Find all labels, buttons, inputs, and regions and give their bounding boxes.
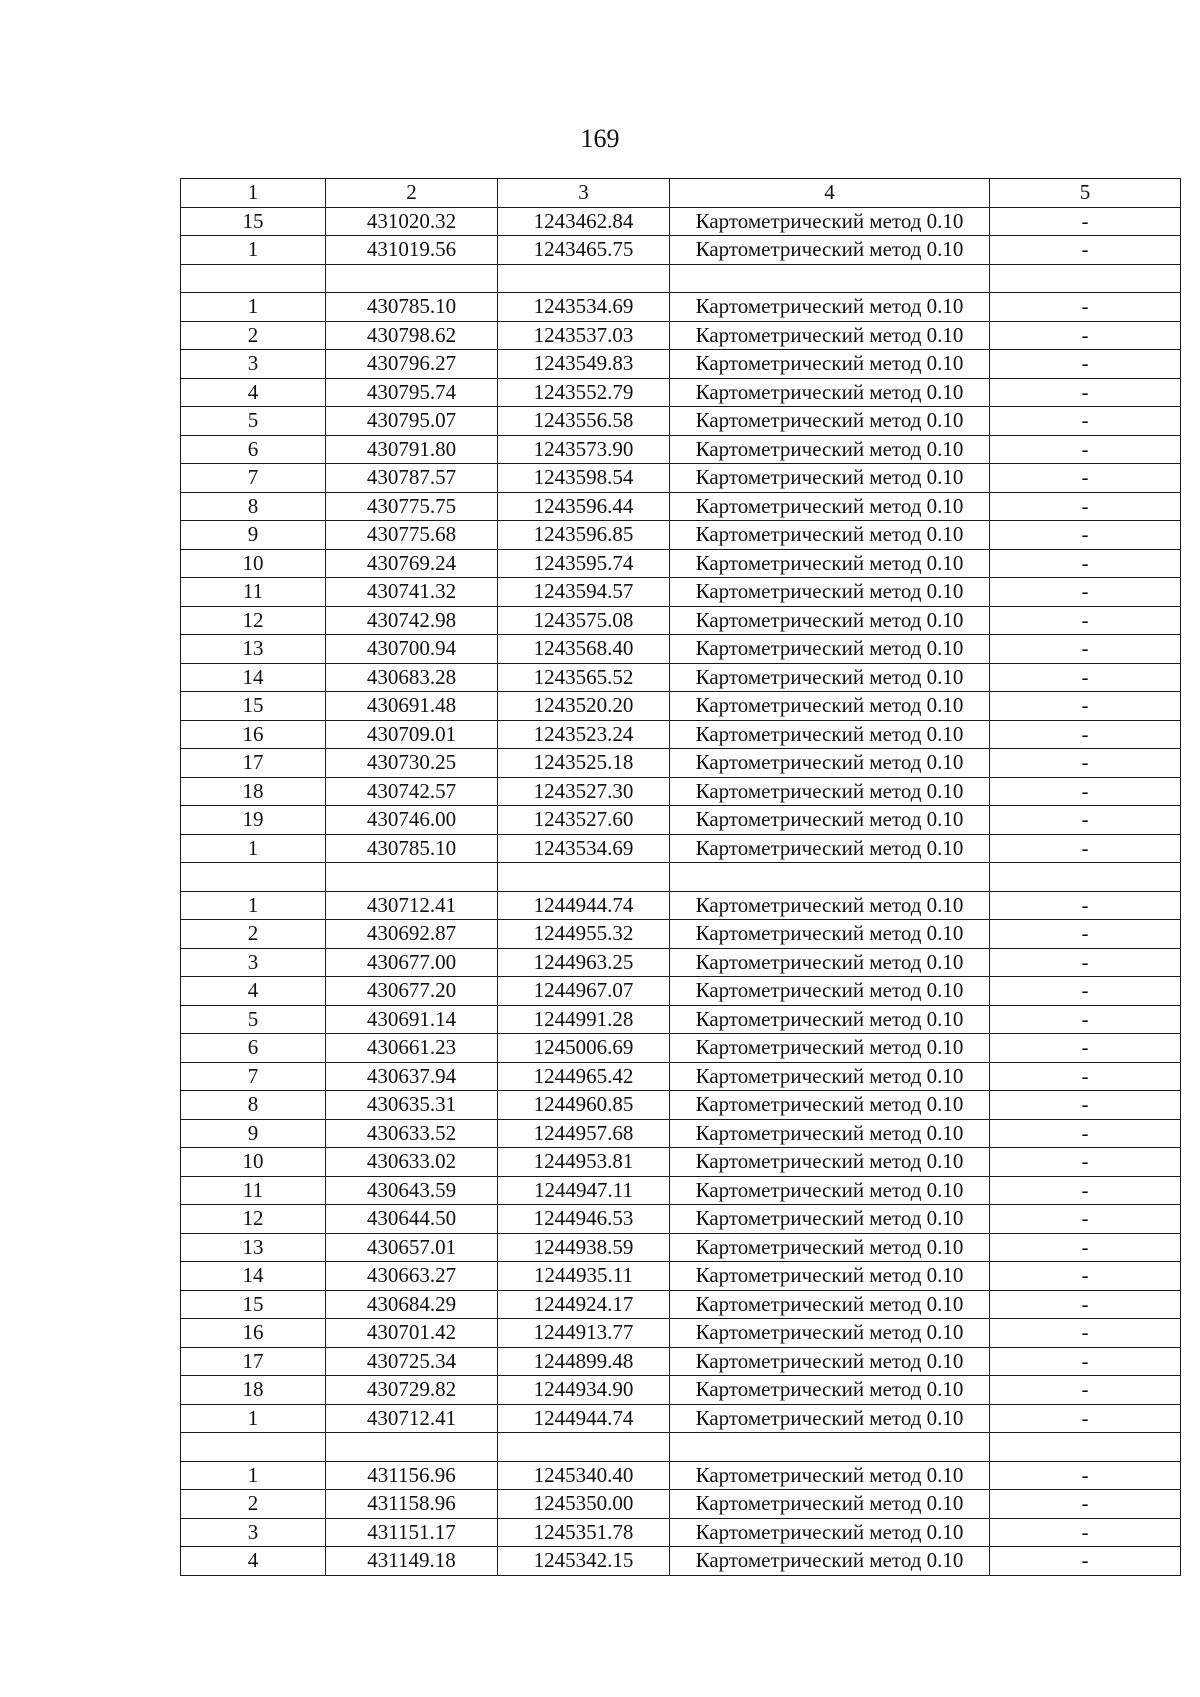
- note-cell: [990, 863, 1181, 892]
- method-cell: [670, 863, 990, 892]
- y-coordinate-cell: 1245350.00: [498, 1490, 670, 1519]
- point-number-cell: 6: [181, 435, 326, 464]
- point-number-cell: 7: [181, 464, 326, 493]
- table-row: [181, 492, 1181, 521]
- note-cell: -: [990, 521, 1181, 550]
- table-row: [181, 1062, 1181, 1091]
- note-cell: -: [990, 1518, 1181, 1547]
- page-number: 169: [580, 124, 620, 153]
- y-coordinate-cell: 1244924.17: [498, 1290, 670, 1319]
- x-coordinate-cell: 430683.28: [326, 663, 498, 692]
- note-cell: -: [990, 1461, 1181, 1490]
- note-cell: -: [990, 606, 1181, 635]
- point-number-cell: 15: [181, 207, 326, 236]
- note-cell: -: [990, 293, 1181, 322]
- method-cell: Картометрический метод 0.10: [670, 1376, 990, 1405]
- note-cell: -: [990, 1176, 1181, 1205]
- method-cell: [670, 264, 990, 293]
- table-row: [181, 578, 1181, 607]
- y-coordinate-cell: 1243552.79: [498, 378, 670, 407]
- point-number-cell: 3: [181, 948, 326, 977]
- header-cell: 2: [326, 179, 498, 208]
- x-coordinate-cell: 430730.25: [326, 749, 498, 778]
- note-cell: -: [990, 692, 1181, 721]
- method-cell: Картометрический метод 0.10: [670, 435, 990, 464]
- method-cell: Картометрический метод 0.10: [670, 1547, 990, 1576]
- point-number-cell: 1: [181, 1461, 326, 1490]
- method-cell: Картометрический метод 0.10: [670, 1205, 990, 1234]
- note-cell: -: [990, 492, 1181, 521]
- y-coordinate-cell: 1243556.58: [498, 407, 670, 436]
- point-number-cell: 10: [181, 1148, 326, 1177]
- point-number-cell: 14: [181, 1262, 326, 1291]
- note-cell: -: [990, 1062, 1181, 1091]
- point-number-cell: 2: [181, 920, 326, 949]
- note-cell: -: [990, 777, 1181, 806]
- table-row: [181, 1034, 1181, 1063]
- table-row: [181, 1319, 1181, 1348]
- point-number-cell: 1: [181, 834, 326, 863]
- table-row: [181, 350, 1181, 379]
- x-coordinate-cell: 430684.29: [326, 1290, 498, 1319]
- x-coordinate-cell: 430677.20: [326, 977, 498, 1006]
- table-row: [181, 606, 1181, 635]
- point-number-cell: 11: [181, 1176, 326, 1205]
- x-coordinate-cell: 431158.96: [326, 1490, 498, 1519]
- note-cell: -: [990, 435, 1181, 464]
- y-coordinate-cell: 1244960.85: [498, 1091, 670, 1120]
- point-number-cell: 6: [181, 1034, 326, 1063]
- note-cell: -: [990, 1119, 1181, 1148]
- note-cell: -: [990, 378, 1181, 407]
- x-coordinate-cell: 431149.18: [326, 1547, 498, 1576]
- x-coordinate-cell: [326, 1433, 498, 1462]
- y-coordinate-cell: 1244934.90: [498, 1376, 670, 1405]
- y-coordinate-cell: 1243549.83: [498, 350, 670, 379]
- table-row: [181, 435, 1181, 464]
- x-coordinate-cell: 430635.31: [326, 1091, 498, 1120]
- point-number-cell: 13: [181, 635, 326, 664]
- x-coordinate-cell: 430692.87: [326, 920, 498, 949]
- point-number-cell: 14: [181, 663, 326, 692]
- note-cell: -: [990, 1547, 1181, 1576]
- method-cell: Картометрический метод 0.10: [670, 977, 990, 1006]
- table-row: [181, 920, 1181, 949]
- x-coordinate-cell: [326, 264, 498, 293]
- table-row: [181, 1176, 1181, 1205]
- method-cell: Картометрический метод 0.10: [670, 663, 990, 692]
- x-coordinate-cell: 431020.32: [326, 207, 498, 236]
- y-coordinate-cell: 1245342.15: [498, 1547, 670, 1576]
- note-cell: -: [990, 207, 1181, 236]
- method-cell: Картометрический метод 0.10: [670, 549, 990, 578]
- method-cell: Картометрический метод 0.10: [670, 1347, 990, 1376]
- y-coordinate-cell: 1243465.75: [498, 236, 670, 265]
- x-coordinate-cell: 430644.50: [326, 1205, 498, 1234]
- header-cell: 1: [181, 179, 326, 208]
- point-number-cell: [181, 264, 326, 293]
- x-coordinate-cell: 430643.59: [326, 1176, 498, 1205]
- x-coordinate-cell: 430775.68: [326, 521, 498, 550]
- table-row: [181, 1461, 1181, 1490]
- method-cell: Картометрический метод 0.10: [670, 1461, 990, 1490]
- table-row: [181, 1233, 1181, 1262]
- note-cell: -: [990, 1005, 1181, 1034]
- x-coordinate-cell: 430712.41: [326, 891, 498, 920]
- x-coordinate-cell: 430787.57: [326, 464, 498, 493]
- x-coordinate-cell: 430691.48: [326, 692, 498, 721]
- y-coordinate-cell: 1244953.81: [498, 1148, 670, 1177]
- note-cell: -: [990, 321, 1181, 350]
- method-cell: Картометрический метод 0.10: [670, 692, 990, 721]
- note-cell: -: [990, 1347, 1181, 1376]
- table-row: [181, 635, 1181, 664]
- note-cell: -: [990, 749, 1181, 778]
- method-cell: Картометрический метод 0.10: [670, 1148, 990, 1177]
- note-cell: -: [990, 1376, 1181, 1405]
- y-coordinate-cell: 1245006.69: [498, 1034, 670, 1063]
- x-coordinate-cell: 430633.02: [326, 1148, 498, 1177]
- y-coordinate-cell: 1243527.60: [498, 806, 670, 835]
- table-row: [181, 1347, 1181, 1376]
- x-coordinate-cell: 430729.82: [326, 1376, 498, 1405]
- y-coordinate-cell: 1244957.68: [498, 1119, 670, 1148]
- table-row: [181, 720, 1181, 749]
- x-coordinate-cell: 430637.94: [326, 1062, 498, 1091]
- note-cell: -: [990, 663, 1181, 692]
- point-number-cell: 7: [181, 1062, 326, 1091]
- x-coordinate-cell: 430741.32: [326, 578, 498, 607]
- point-number-cell: 15: [181, 1290, 326, 1319]
- x-coordinate-cell: 430691.14: [326, 1005, 498, 1034]
- table-row: [181, 321, 1181, 350]
- point-number-cell: 2: [181, 1490, 326, 1519]
- note-cell: [990, 1433, 1181, 1462]
- y-coordinate-cell: 1243537.03: [498, 321, 670, 350]
- y-coordinate-cell: 1244947.11: [498, 1176, 670, 1205]
- y-coordinate-cell: 1245340.40: [498, 1461, 670, 1490]
- table-row: [181, 1119, 1181, 1148]
- note-cell: -: [990, 236, 1181, 265]
- method-cell: Картометрический метод 0.10: [670, 1518, 990, 1547]
- y-coordinate-cell: 1244991.28: [498, 1005, 670, 1034]
- table-row: [181, 236, 1181, 265]
- table-row: [181, 834, 1181, 863]
- x-coordinate-cell: 430775.75: [326, 492, 498, 521]
- method-cell: Картометрический метод 0.10: [670, 606, 990, 635]
- point-number-cell: [181, 863, 326, 892]
- table-row: [181, 977, 1181, 1006]
- table-row: [181, 891, 1181, 920]
- note-cell: -: [990, 1148, 1181, 1177]
- separator-row: [181, 1433, 1181, 1462]
- x-coordinate-cell: 430798.62: [326, 321, 498, 350]
- method-cell: Картометрический метод 0.10: [670, 464, 990, 493]
- y-coordinate-cell: 1244938.59: [498, 1233, 670, 1262]
- point-number-cell: 17: [181, 749, 326, 778]
- separator-row: [181, 863, 1181, 892]
- method-cell: Картометрический метод 0.10: [670, 1034, 990, 1063]
- x-coordinate-cell: 430795.74: [326, 378, 498, 407]
- point-number-cell: 5: [181, 1005, 326, 1034]
- note-cell: -: [990, 977, 1181, 1006]
- method-cell: Картометрический метод 0.10: [670, 492, 990, 521]
- y-coordinate-cell: 1244967.07: [498, 977, 670, 1006]
- y-coordinate-cell: [498, 1433, 670, 1462]
- note-cell: -: [990, 350, 1181, 379]
- point-number-cell: 19: [181, 806, 326, 835]
- method-cell: Картометрический метод 0.10: [670, 749, 990, 778]
- table-row: [181, 1262, 1181, 1291]
- note-cell: -: [990, 578, 1181, 607]
- point-number-cell: 1: [181, 293, 326, 322]
- point-number-cell: 3: [181, 1518, 326, 1547]
- y-coordinate-cell: 1244955.32: [498, 920, 670, 949]
- separator-row: [181, 264, 1181, 293]
- header-cell: 4: [670, 179, 990, 208]
- x-coordinate-cell: 430785.10: [326, 293, 498, 322]
- table-row: [181, 663, 1181, 692]
- x-coordinate-cell: 430701.42: [326, 1319, 498, 1348]
- y-coordinate-cell: 1243523.24: [498, 720, 670, 749]
- point-number-cell: 8: [181, 1091, 326, 1120]
- method-cell: Картометрический метод 0.10: [670, 806, 990, 835]
- y-coordinate-cell: 1243534.69: [498, 834, 670, 863]
- table-row: [181, 1205, 1181, 1234]
- point-number-cell: 4: [181, 1547, 326, 1576]
- point-number-cell: 1: [181, 1404, 326, 1433]
- table-row: [181, 464, 1181, 493]
- x-coordinate-cell: 430791.80: [326, 435, 498, 464]
- y-coordinate-cell: 1243527.30: [498, 777, 670, 806]
- x-coordinate-cell: 430742.98: [326, 606, 498, 635]
- method-cell: Картометрический метод 0.10: [670, 834, 990, 863]
- x-coordinate-cell: [326, 863, 498, 892]
- note-cell: -: [990, 891, 1181, 920]
- note-cell: -: [990, 806, 1181, 835]
- y-coordinate-cell: [498, 264, 670, 293]
- point-number-cell: 15: [181, 692, 326, 721]
- note-cell: -: [990, 1262, 1181, 1291]
- x-coordinate-cell: 430677.00: [326, 948, 498, 977]
- x-coordinate-cell: 430746.00: [326, 806, 498, 835]
- note-cell: -: [990, 834, 1181, 863]
- y-coordinate-cell: 1243594.57: [498, 578, 670, 607]
- method-cell: Картометрический метод 0.10: [670, 207, 990, 236]
- note-cell: -: [990, 464, 1181, 493]
- note-cell: -: [990, 720, 1181, 749]
- point-number-cell: 16: [181, 720, 326, 749]
- x-coordinate-cell: 430795.07: [326, 407, 498, 436]
- x-coordinate-cell: 430796.27: [326, 350, 498, 379]
- point-number-cell: 11: [181, 578, 326, 607]
- table-row: [181, 1091, 1181, 1120]
- method-cell: Картометрический метод 0.10: [670, 1233, 990, 1262]
- method-cell: Картометрический метод 0.10: [670, 1404, 990, 1433]
- method-cell: Картометрический метод 0.10: [670, 350, 990, 379]
- x-coordinate-cell: 430700.94: [326, 635, 498, 664]
- note-cell: [990, 264, 1181, 293]
- y-coordinate-cell: 1243575.08: [498, 606, 670, 635]
- note-cell: -: [990, 407, 1181, 436]
- table-row: [181, 1290, 1181, 1319]
- method-cell: Картометрический метод 0.10: [670, 948, 990, 977]
- table-row: [181, 378, 1181, 407]
- point-number-cell: 3: [181, 350, 326, 379]
- point-number-cell: 4: [181, 378, 326, 407]
- note-cell: -: [990, 1490, 1181, 1519]
- y-coordinate-cell: 1243573.90: [498, 435, 670, 464]
- y-coordinate-cell: 1243596.85: [498, 521, 670, 550]
- y-coordinate-cell: 1244913.77: [498, 1319, 670, 1348]
- table-row: [181, 1376, 1181, 1405]
- method-cell: Картометрический метод 0.10: [670, 578, 990, 607]
- point-number-cell: 18: [181, 777, 326, 806]
- table-row: [181, 749, 1181, 778]
- table-row: [181, 1547, 1181, 1576]
- point-number-cell: 8: [181, 492, 326, 521]
- header-row: [181, 179, 1181, 208]
- method-cell: Картометрический метод 0.10: [670, 635, 990, 664]
- method-cell: Картометрический метод 0.10: [670, 1319, 990, 1348]
- x-coordinate-cell: 430785.10: [326, 834, 498, 863]
- y-coordinate-cell: 1243525.18: [498, 749, 670, 778]
- point-number-cell: 18: [181, 1376, 326, 1405]
- x-coordinate-cell: 431019.56: [326, 236, 498, 265]
- coordinates-table: [180, 178, 1181, 1576]
- y-coordinate-cell: 1245351.78: [498, 1518, 670, 1547]
- note-cell: -: [990, 1290, 1181, 1319]
- point-number-cell: 9: [181, 1119, 326, 1148]
- method-cell: Картометрический метод 0.10: [670, 1062, 990, 1091]
- note-cell: -: [990, 549, 1181, 578]
- point-number-cell: 16: [181, 1319, 326, 1348]
- table-row: [181, 1148, 1181, 1177]
- table-row: [181, 777, 1181, 806]
- table-row: [181, 293, 1181, 322]
- x-coordinate-cell: 430712.41: [326, 1404, 498, 1433]
- note-cell: -: [990, 635, 1181, 664]
- method-cell: Картометрический метод 0.10: [670, 1262, 990, 1291]
- method-cell: Картометрический метод 0.10: [670, 236, 990, 265]
- table-row: [181, 549, 1181, 578]
- header-cell: 5: [990, 179, 1181, 208]
- note-cell: -: [990, 1034, 1181, 1063]
- y-coordinate-cell: 1243534.69: [498, 293, 670, 322]
- point-number-cell: 12: [181, 1205, 326, 1234]
- point-number-cell: 5: [181, 407, 326, 436]
- table-row: [181, 948, 1181, 977]
- x-coordinate-cell: 430769.24: [326, 549, 498, 578]
- method-cell: Картометрический метод 0.10: [670, 1005, 990, 1034]
- point-number-cell: 10: [181, 549, 326, 578]
- method-cell: Картометрический метод 0.10: [670, 521, 990, 550]
- point-number-cell: 13: [181, 1233, 326, 1262]
- method-cell: Картометрический метод 0.10: [670, 1119, 990, 1148]
- point-number-cell: 9: [181, 521, 326, 550]
- table-row: [181, 692, 1181, 721]
- x-coordinate-cell: 430657.01: [326, 1233, 498, 1262]
- point-number-cell: 4: [181, 977, 326, 1006]
- note-cell: -: [990, 1404, 1181, 1433]
- table-row: [181, 1490, 1181, 1519]
- method-cell: Картометрический метод 0.10: [670, 321, 990, 350]
- table-row: [181, 806, 1181, 835]
- x-coordinate-cell: 430725.34: [326, 1347, 498, 1376]
- note-cell: -: [990, 1205, 1181, 1234]
- point-number-cell: [181, 1433, 326, 1462]
- y-coordinate-cell: 1244965.42: [498, 1062, 670, 1091]
- y-coordinate-cell: 1243598.54: [498, 464, 670, 493]
- method-cell: Картометрический метод 0.10: [670, 720, 990, 749]
- point-number-cell: 1: [181, 891, 326, 920]
- table-row: [181, 207, 1181, 236]
- y-coordinate-cell: 1244935.11: [498, 1262, 670, 1291]
- method-cell: Картометрический метод 0.10: [670, 378, 990, 407]
- table-row: [181, 407, 1181, 436]
- y-coordinate-cell: 1244946.53: [498, 1205, 670, 1234]
- y-coordinate-cell: 1244899.48: [498, 1347, 670, 1376]
- x-coordinate-cell: 430742.57: [326, 777, 498, 806]
- y-coordinate-cell: 1243565.52: [498, 663, 670, 692]
- y-coordinate-cell: 1243596.44: [498, 492, 670, 521]
- note-cell: -: [990, 1319, 1181, 1348]
- y-coordinate-cell: [498, 863, 670, 892]
- method-cell: Картометрический метод 0.10: [670, 891, 990, 920]
- method-cell: Картометрический метод 0.10: [670, 920, 990, 949]
- method-cell: Картометрический метод 0.10: [670, 407, 990, 436]
- method-cell: Картометрический метод 0.10: [670, 1490, 990, 1519]
- method-cell: [670, 1433, 990, 1462]
- method-cell: Картометрический метод 0.10: [670, 777, 990, 806]
- method-cell: Картометрический метод 0.10: [670, 1290, 990, 1319]
- note-cell: -: [990, 1091, 1181, 1120]
- x-coordinate-cell: 430633.52: [326, 1119, 498, 1148]
- y-coordinate-cell: 1243462.84: [498, 207, 670, 236]
- y-coordinate-cell: 1244963.25: [498, 948, 670, 977]
- point-number-cell: 17: [181, 1347, 326, 1376]
- point-number-cell: 1: [181, 236, 326, 265]
- point-number-cell: 2: [181, 321, 326, 350]
- y-coordinate-cell: 1243568.40: [498, 635, 670, 664]
- y-coordinate-cell: 1244944.74: [498, 891, 670, 920]
- note-cell: -: [990, 920, 1181, 949]
- table-row: [181, 521, 1181, 550]
- x-coordinate-cell: 431151.17: [326, 1518, 498, 1547]
- header-cell: 3: [498, 179, 670, 208]
- x-coordinate-cell: 431156.96: [326, 1461, 498, 1490]
- table-row: [181, 1518, 1181, 1547]
- y-coordinate-cell: 1243520.20: [498, 692, 670, 721]
- method-cell: Картометрический метод 0.10: [670, 293, 990, 322]
- table-row: [181, 1005, 1181, 1034]
- point-number-cell: 12: [181, 606, 326, 635]
- note-cell: -: [990, 948, 1181, 977]
- y-coordinate-cell: 1244944.74: [498, 1404, 670, 1433]
- x-coordinate-cell: 430661.23: [326, 1034, 498, 1063]
- method-cell: Картометрический метод 0.10: [670, 1176, 990, 1205]
- x-coordinate-cell: 430709.01: [326, 720, 498, 749]
- table-row: [181, 1404, 1181, 1433]
- y-coordinate-cell: 1243595.74: [498, 549, 670, 578]
- note-cell: -: [990, 1233, 1181, 1262]
- x-coordinate-cell: 430663.27: [326, 1262, 498, 1291]
- method-cell: Картометрический метод 0.10: [670, 1091, 990, 1120]
